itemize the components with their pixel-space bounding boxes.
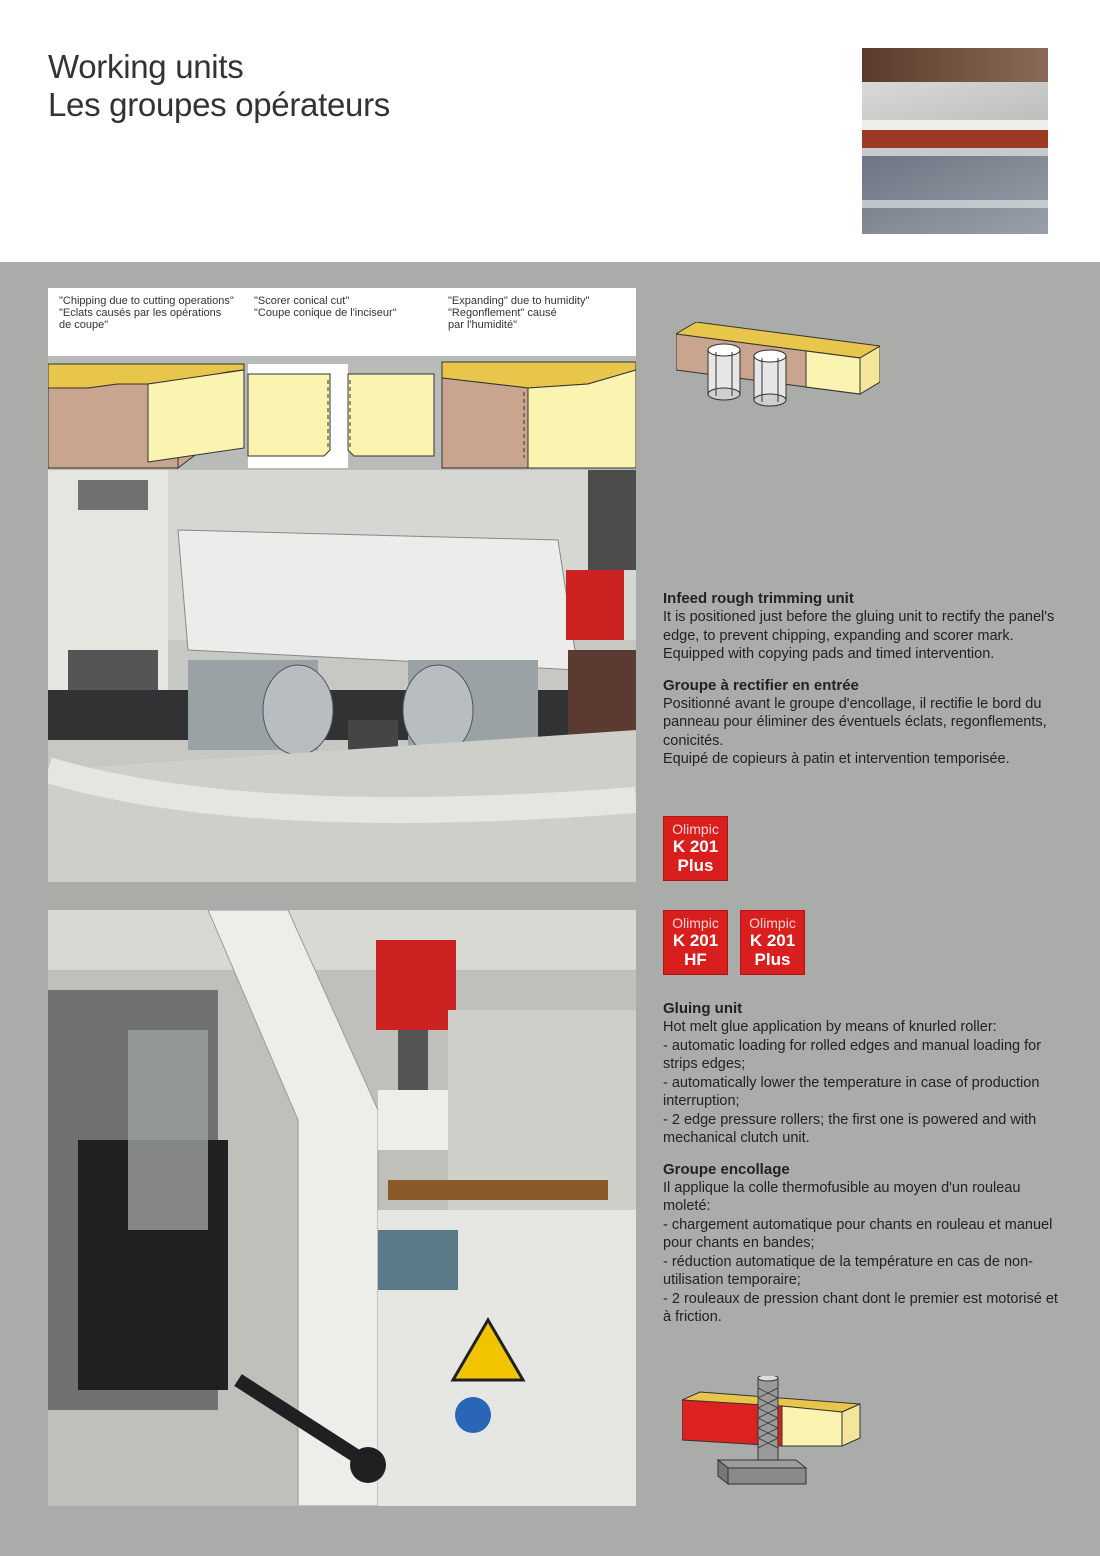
gluing-heading-en: Gluing unit [663, 1000, 743, 1017]
infeed-description [663, 589, 1058, 769]
gluing-unit-photo [48, 910, 636, 1506]
scorer-panel-drawing [248, 364, 434, 468]
model-badge-k201-hf: Olimpic K 201 HF [663, 910, 728, 975]
gluing-body-fr: Il applique la colle thermofusible au moyen d'un rouleau moleté: - chargement automatique pour chants en rouleau et manuel pour chants en bandes; - réduction automatique de la température en cas de non-utilisation temporaire; - 2 rouleaux de pression chant dont le premier est motorisé et à friction. [663, 1179, 1058, 1325]
title-french: Les groupes opérateurs [48, 86, 390, 123]
infeed-heading-fr: Groupe à rectifier en entrée [663, 676, 859, 694]
infeed-trimming-unit-photo [48, 470, 636, 882]
gluing-description [663, 999, 1058, 1327]
caption-scorer-cut: "Scorer conical cut" "Coupe conique de l'inciseur" [254, 295, 397, 319]
gluing-body-en: Hot melt glue application by means of knurled roller: - automatic loading for rolled edges and manual loading for strips edges; - automatically lower the temperature in case of production interruption; - 2 edge pressure rollers; the first one is powered and with mechanical clutch unit. [663, 1019, 1042, 1146]
infeed-heading-en: Infeed rough trimming unit [663, 590, 854, 607]
glue-roller-illustration [682, 1376, 862, 1486]
edge-defect-diagram [48, 288, 636, 470]
infeed-body-fr: Positionné avant le groupe d'encollage, il rectifie le bord du panneau pour éliminer des éventuels éclats, regonflements, conicités. Equipé de copieurs à patin et intervention temporisée. [663, 695, 1047, 767]
infeed-body-en: It is positioned just before the gluing unit to rectify the panel's edge, to prevent chipping, expanding and scorer mark. Equipped with copying pads and timed intervention. [663, 609, 1055, 662]
page-title [48, 48, 390, 124]
caption-chipping: "Chipping due to cutting operations" "Eclats causés par les opérations de coupe" [59, 295, 234, 331]
cutter-right-drawing [754, 350, 786, 406]
chipping-panel-drawing [48, 364, 244, 468]
expanding-panel-drawing [442, 362, 636, 468]
gluing-heading-fr: Groupe encollage [663, 1160, 790, 1178]
edge-material-swatch-photo [862, 48, 1048, 234]
model-badge-k201-plus-gluing: Olimpic K 201 Plus [740, 910, 805, 975]
trimming-cutters-illustration [676, 322, 880, 412]
cutter-left-drawing [708, 344, 740, 400]
title-english: Working units [48, 48, 244, 85]
model-badge-k201-plus: Olimpic K 201 Plus [663, 816, 728, 881]
caption-expanding: "Expanding" due to humidity" "Regonflement" causé par l'humidité" [448, 295, 590, 331]
